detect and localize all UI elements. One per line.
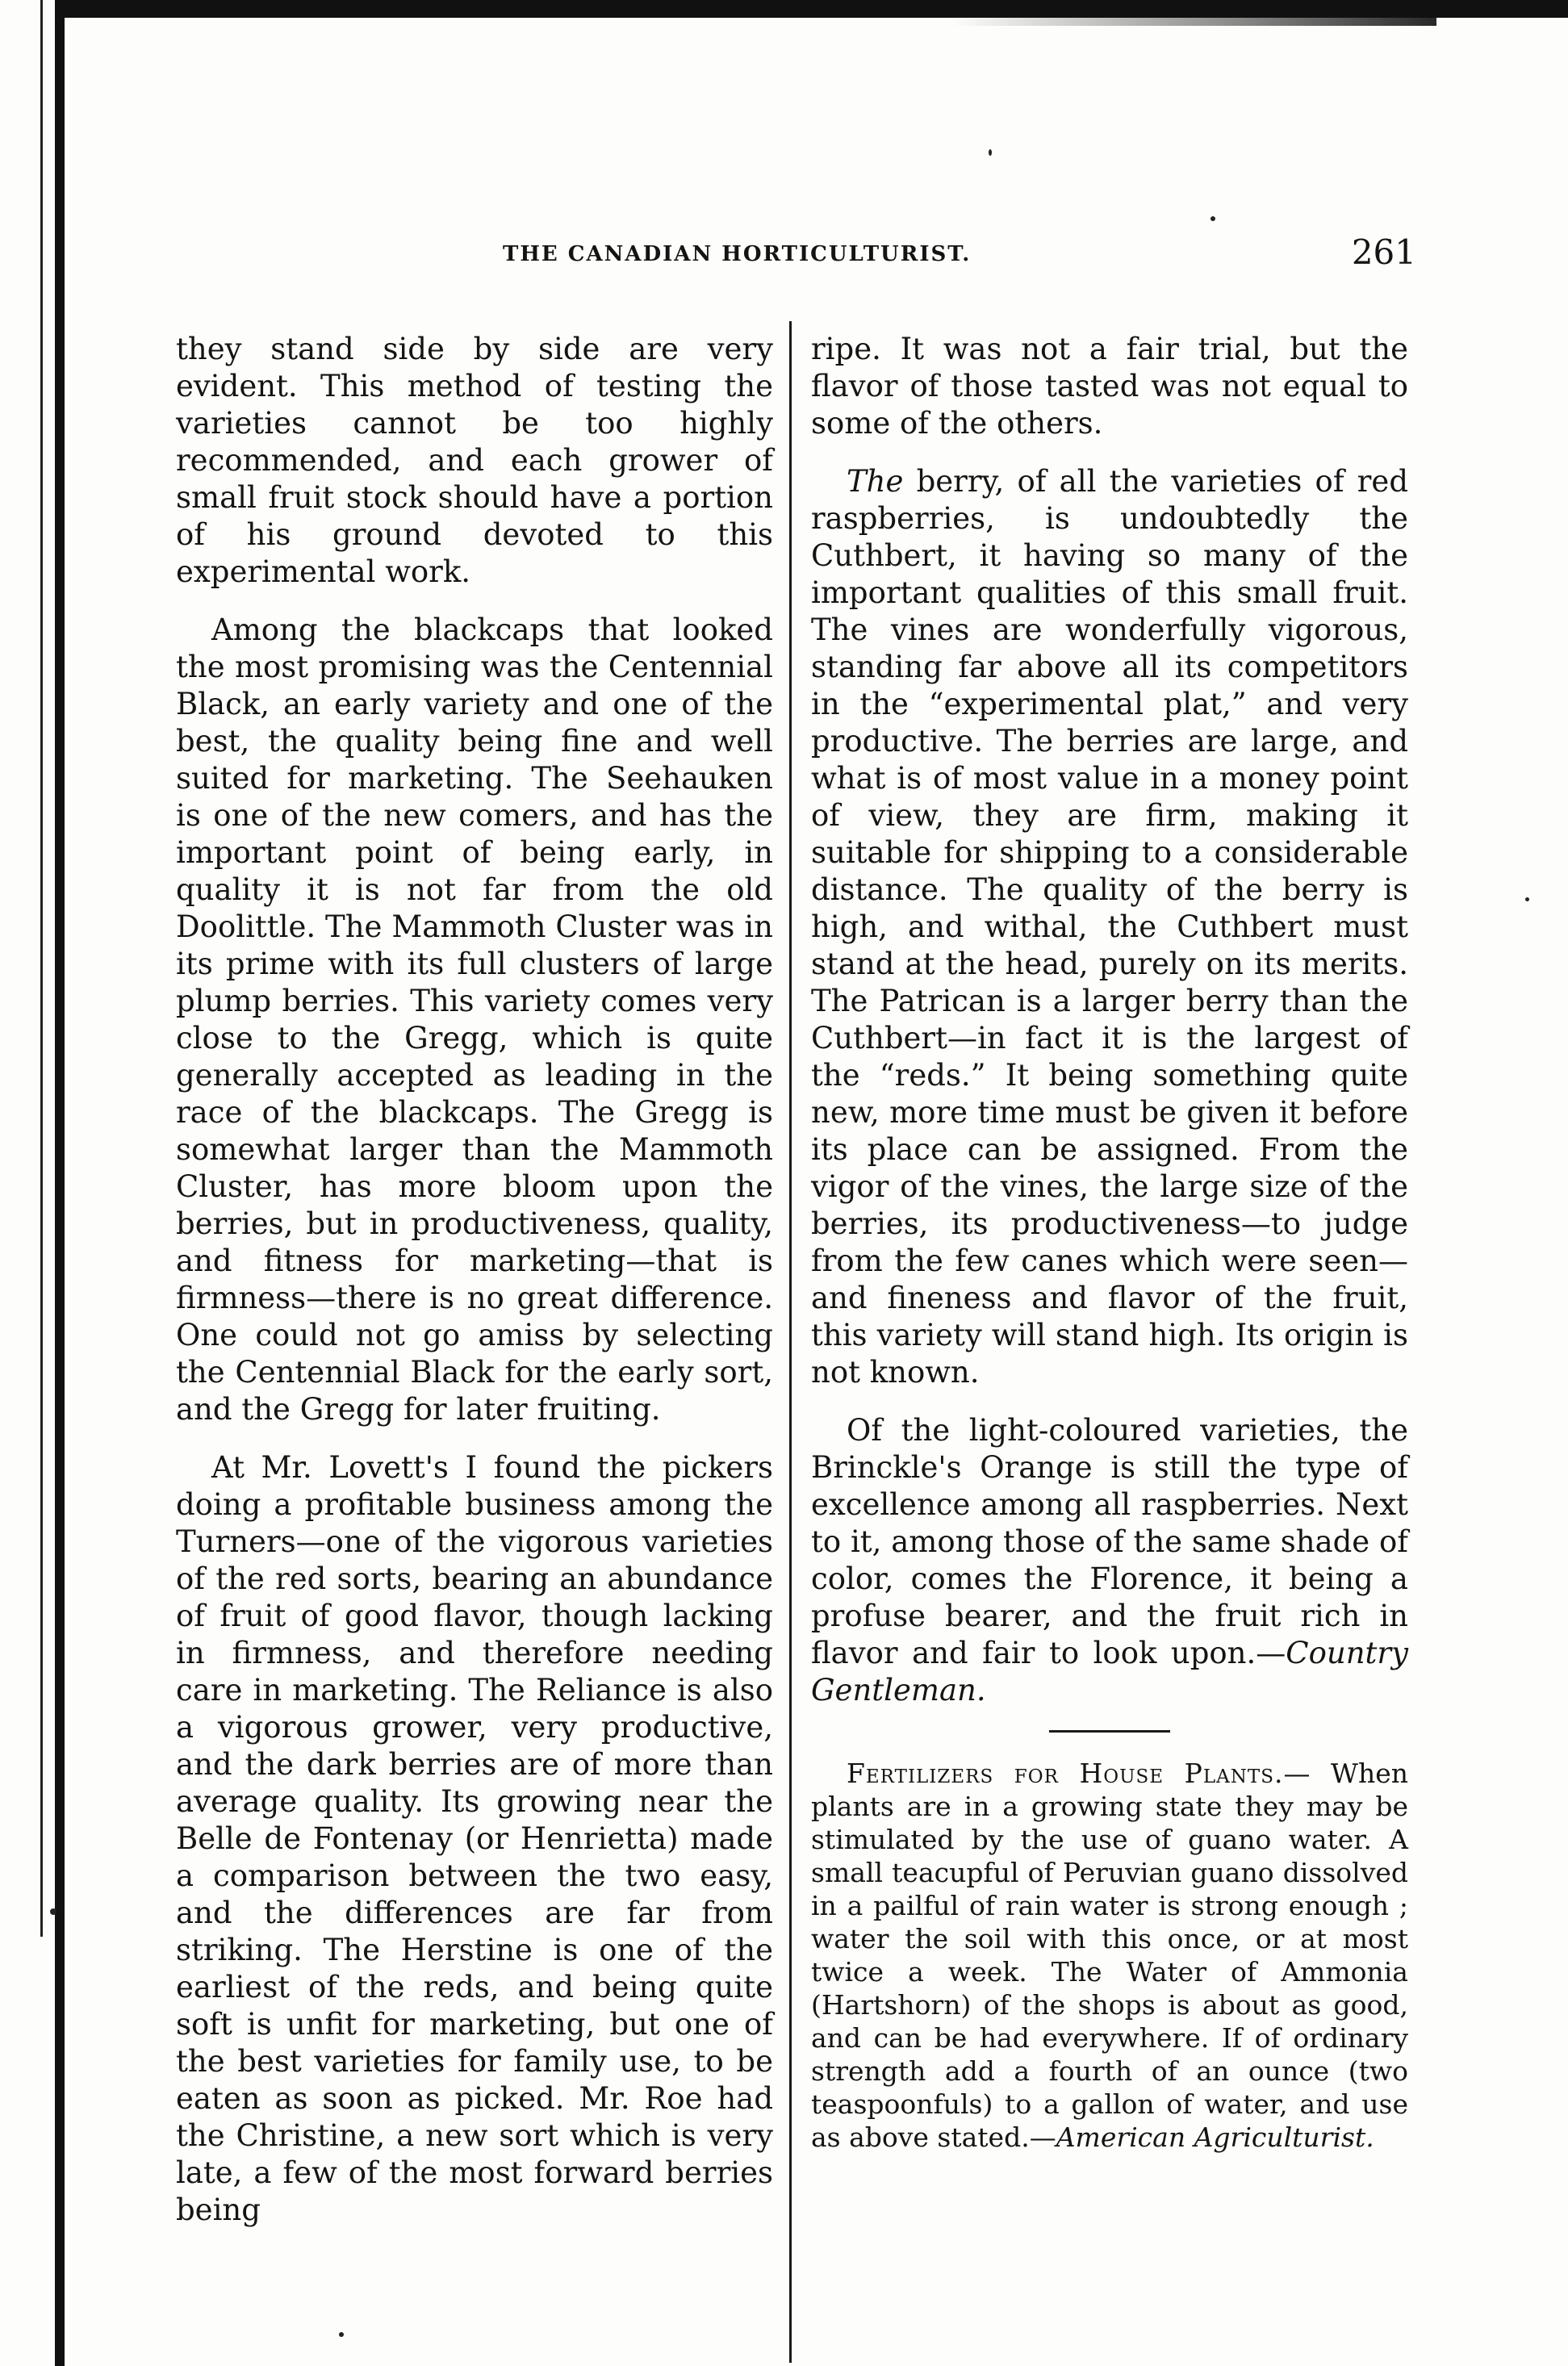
paragraph: At Mr. Lovett's I found the pickers doing a profitable business among the Turners—one of the vigorous varieties of the red sorts, bearing an abundance of fruit of good flavor, though lacking in firmness, and therefore needing care in marketing. The Reliance is also a vigorous grower, very productive, and the dark berries are of more than average quality. Its growing near the Belle de Fontenay (or Henrietta) made a comparison between the two easy, and the differences are far from striking. The Herstine is one of the earliest of the reds, and being quite soft is unfit for marketing, but one of the best varieties for family use, to be eaten as soon as picked. Mr. Roe had the Christine, a new sort which is very late, a few of the most forward berries being	[176, 1450, 773, 2227]
italic-lead-word: The	[847, 464, 904, 499]
left-scan-border	[55, 0, 65, 2366]
paragraph: ripe. It was not a fair trial, but the flavor of those tasted was not equal to some of the others.	[811, 332, 1408, 441]
source-attribution: American Agriculturist.	[1056, 2121, 1374, 2153]
scan-speck	[50, 1908, 56, 1915]
left-scan-line	[40, 0, 43, 1937]
scan-speck	[1210, 216, 1215, 221]
paragraph	[811, 1757, 1408, 2154]
page-header	[174, 232, 1416, 276]
paragraph-body: When plants are in a growing state they may be stimulated by the use of guano water. A small teacupful of Peruvian guano dissolved in a pailful of rain water is strong enough ; water the soil with this once, or at most twice a week. The Water of Ammonia (Hartshorn) of the shops is about as good, and can be had everywhere. If of ordinary strength add a fourth of an ounce (two teaspoonfuls) to a gallon of water, and use as above stated.—	[811, 1758, 1408, 2153]
column-divider	[789, 321, 792, 2363]
paragraph: Among the blackcaps that looked the most promising was the Centennial Black, an early variety and one of the best, the quality being fine and well suited for marketing. The Seehauken is one of the new comers, and has the important point of being early, in quality it is not far from the old Doolittle. The Mammoth Cluster was in its prime with its full clusters of large plump berries. This variety comes very close to the Gregg, which is quite generally accepted as leading in the race of the blackcaps. The Gregg is somewhat larger than the Mammoth Cluster, has more bloom upon the berries, but in productiveness, quality, and fitness for marketing—that is firmness—there is no great difference. One could not go amiss by selecting the Centennial Black for the early sort, and the Gregg for later fruiting.	[176, 612, 773, 1427]
paragraph-body: berry, of all the varieties of red raspberries, is undoubtedly the Cuthbert, it having so many of the important qualities of this small fruit. The vines are wonderfully vigorous, standing far above all its competitors in the “experimental plat,” and very productive. The berries are large, and what is of most value in a money point of view, they are firm, making it suitable for shipping to a considerable distance. The quality of the berry is high, and withal, the Cuthbert must stand at the head, purely on its merits. The Patrican is a larger berry than the Cuthbert—in fact it is the largest of the “reds.” It being something quite new, more time must be given it before its place can be assigned. From the vigor of the vines, the large size of the berries, its productiveness—to judge from the few canes which were seen—and fineness and flavor of the fruit, this variety will stand high. Its origin is not known.	[811, 464, 1408, 1390]
paragraph	[811, 1412, 1408, 1709]
scan-speck	[339, 2332, 344, 2337]
paragraph: they stand side by side are very evident. This method of testing the varieties cannot be too highly recommended, and each grower of small fruit stock should have a portion of his ground devoted to this experimental work.	[176, 332, 773, 589]
running-title: THE CANADIAN HORTICULTURIST.	[503, 242, 972, 266]
page-number: 261	[1351, 232, 1416, 272]
paragraph	[811, 463, 1408, 1391]
top-scan-noise	[952, 11, 1436, 26]
right-column	[811, 331, 1408, 2175]
paragraph-body: Of the light-coloured varieties, the Brinckle's Orange is still the type of excellence among all raspberries. Next to it, among those of the same shade of color, comes the Florence, it being a profuse bearer, and the fruit rich in flavor and fair to look upon.—	[811, 1413, 1408, 1670]
source-attribution: Country Gentleman.	[811, 1636, 1408, 1708]
scan-speck	[1525, 897, 1529, 901]
scan-speck	[989, 149, 992, 156]
left-column	[176, 331, 773, 2250]
section-heading: Fertilizers for House Plants.—	[847, 1758, 1311, 1789]
section-rule	[1049, 1730, 1170, 1733]
